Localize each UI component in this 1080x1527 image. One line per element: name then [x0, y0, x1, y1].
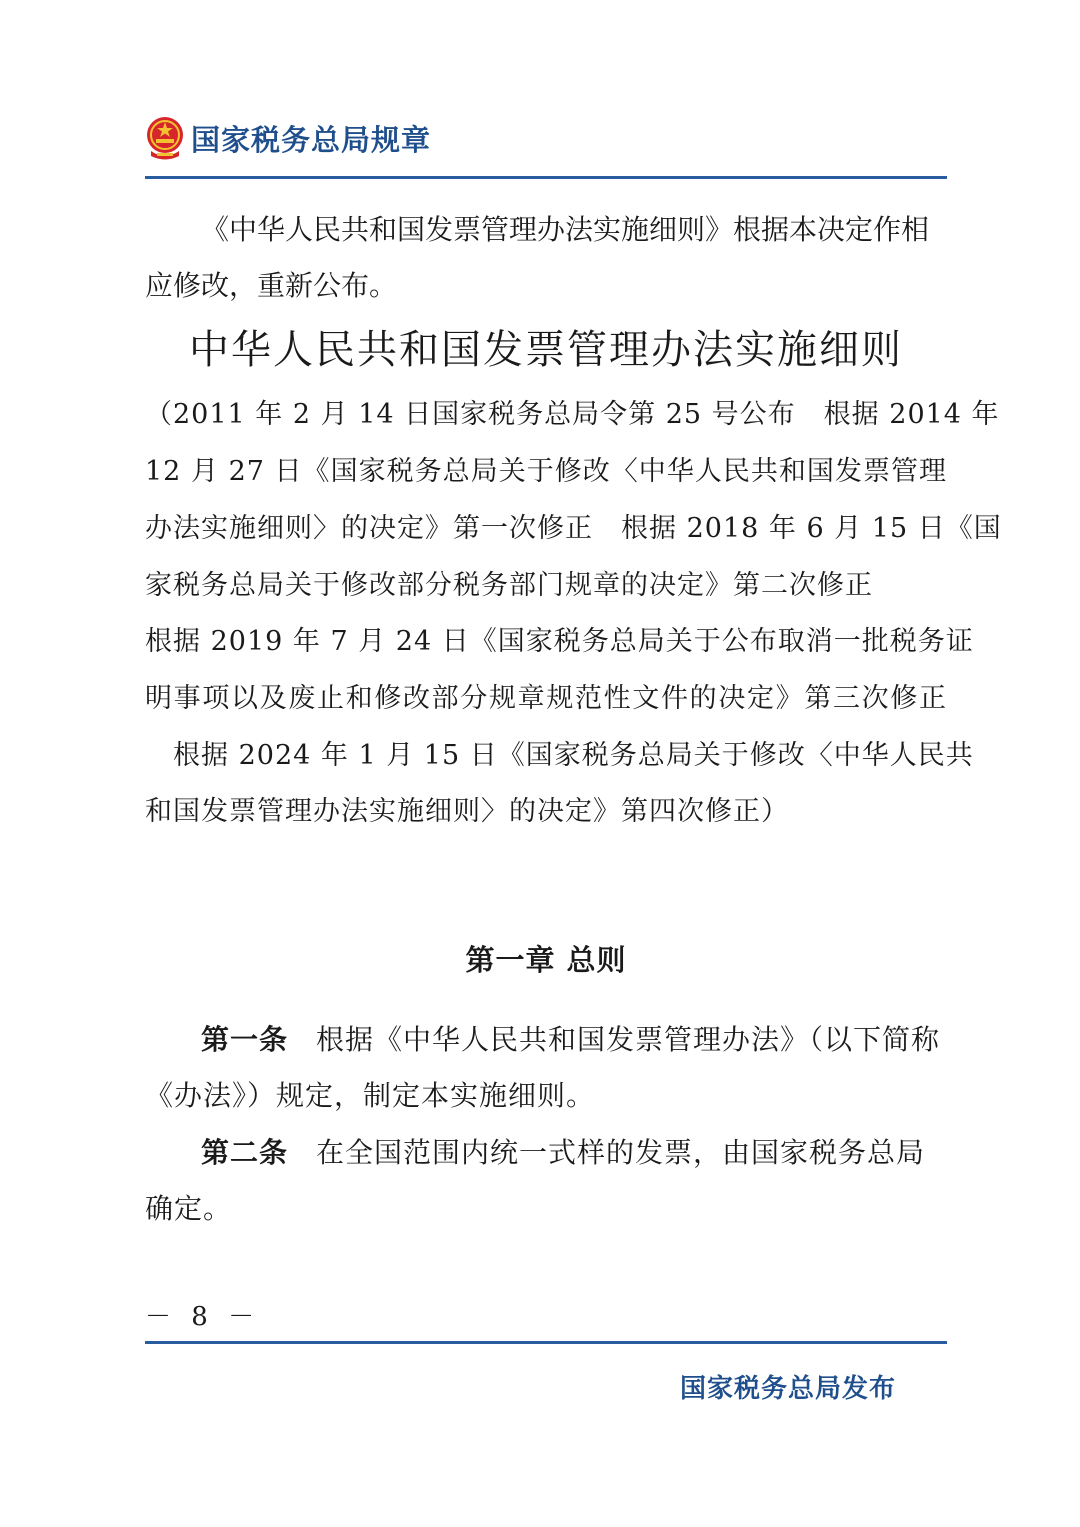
footer-divider	[145, 1341, 947, 1344]
revision-note-line: 根据 2024 年 1 月 15 日《国家税务总局关于修改〈中华人民共	[145, 740, 974, 771]
article-1	[145, 1012, 947, 1124]
page-number: － 8 －	[145, 1302, 261, 1332]
revision-note-line: 明事项以及废止和修改部分规章规范性文件的决定》第三次修正	[145, 683, 947, 714]
revision-note-line: 和国发票管理办法实施细则〉的决定》第四次修正）	[145, 796, 789, 827]
revision-note-line: 办法实施细则〉的决定》第一次修正 根据 2018 年 6 月 15 日《国	[145, 513, 1002, 544]
revision-note-line: （2011 年 2 月 14 日国家税务总局令第 25 号公布 根据 2014 年	[145, 399, 1000, 430]
chapter-heading: 第一章 总则	[465, 943, 627, 977]
article-label: 第二条	[201, 1136, 289, 1169]
article-label: 第一条	[201, 1023, 289, 1056]
document-title: 中华人民共和国发票管理办法实施细则	[189, 327, 903, 373]
article-text: 在全国范围内统一式样的发票，由国家税务总局确定。	[145, 1136, 926, 1225]
article-text: 根据《中华人民共和国发票管理办法》（以下简称《办法》）规定，制定本实施细则。	[145, 1023, 941, 1112]
revision-note-line: 根据 2019 年 7 月 24 日《国家税务总局关于公布取消一批税务证	[145, 626, 974, 657]
intro-paragraph	[145, 202, 947, 314]
revision-note-line: 12 月 27 日《国家税务总局关于修改〈中华人民共和国发票管理	[145, 456, 947, 487]
revision-note-line: 家税务总局关于修改部分税务部门规章的决定》第二次修正	[145, 570, 873, 601]
page-header	[145, 112, 431, 164]
header-title: 国家税务总局规章	[191, 122, 432, 157]
intro-text: 《中华人民共和国发票管理办法实施细则》根据本决定作相应修改，重新公布。	[145, 213, 930, 302]
article-2	[145, 1125, 947, 1237]
national-emblem-icon	[145, 115, 185, 161]
header-divider	[145, 176, 947, 179]
footer-publisher: 国家税务总局发布	[680, 1374, 897, 1404]
